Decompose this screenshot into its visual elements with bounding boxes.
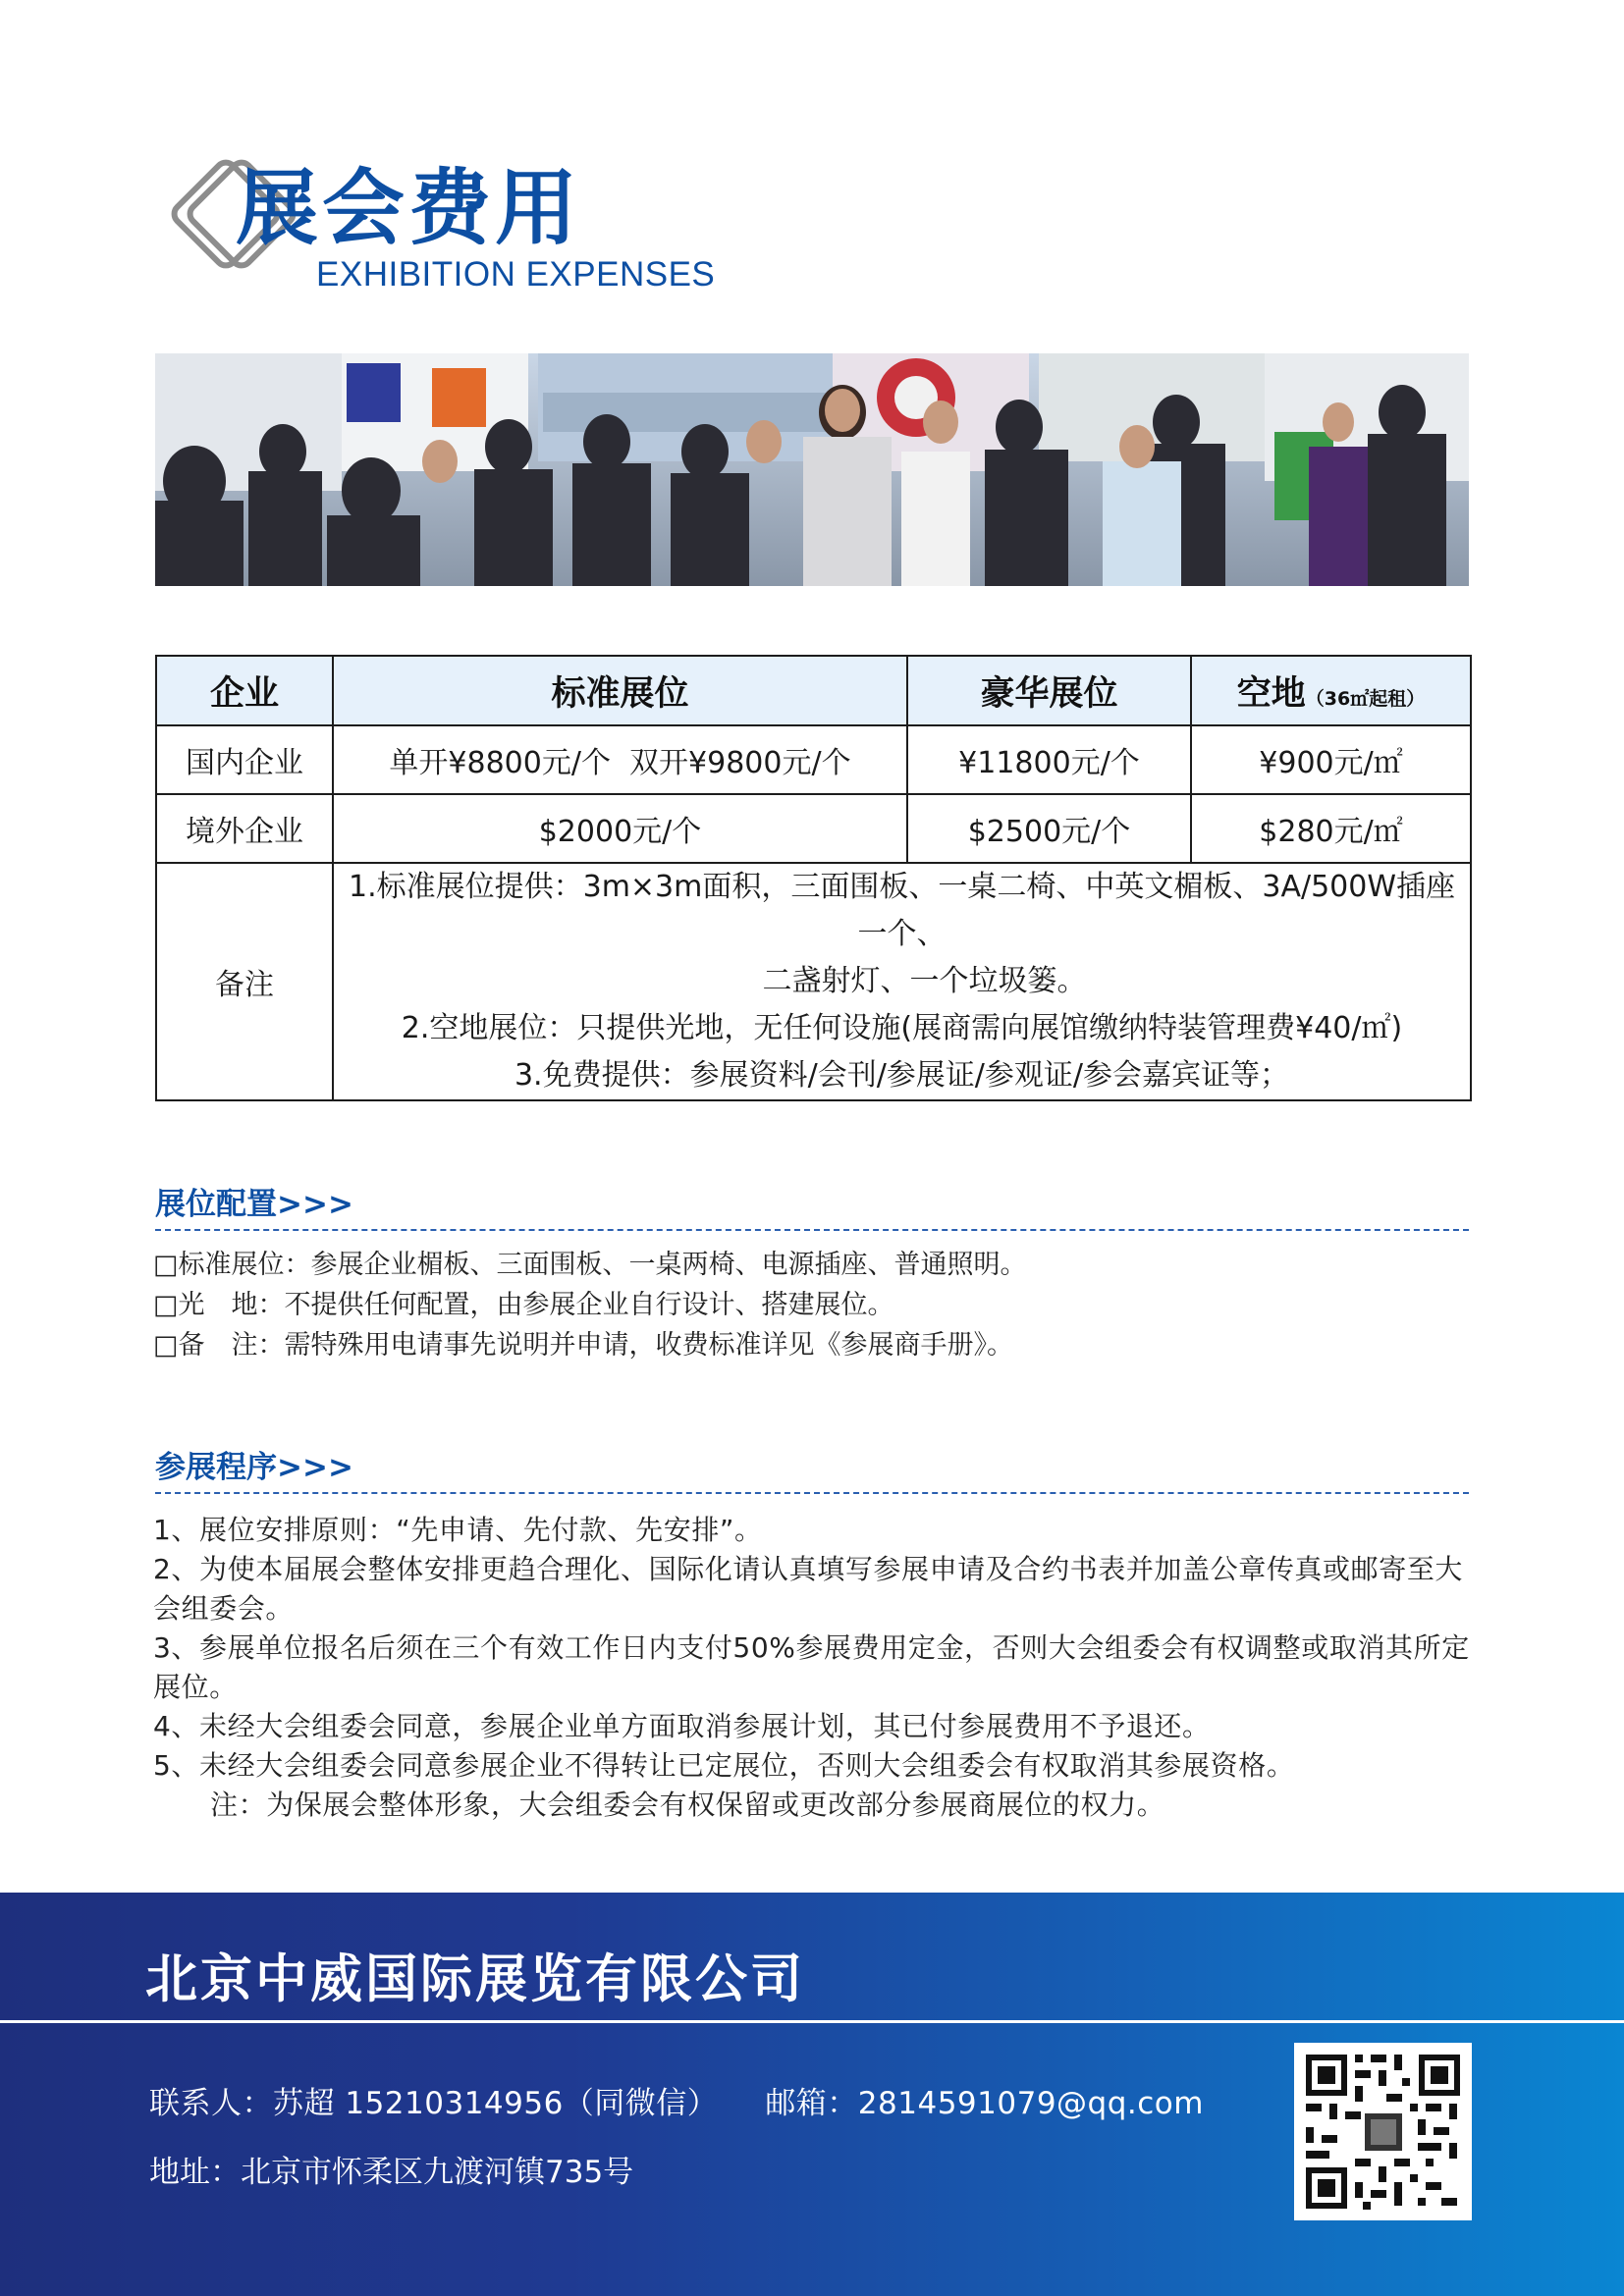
list-item: 4、未经大会组委会同意，参展企业单方面取消参展计划，其已付参展费用不予退还。 bbox=[153, 1710, 1211, 1742]
note-item: 3.免费提供：参展资料/会刊/参展证/参观证/参会嘉宾证等； bbox=[514, 1058, 1290, 1093]
list-item: □光 地：不提供任何配置，由参展企业自行设计、搭建展位。 bbox=[153, 1290, 894, 1320]
contact-line bbox=[149, 2078, 1204, 2122]
contact-email[interactable]: 邮箱：2814591079@qq.com bbox=[765, 2086, 1204, 2121]
header-company: 企业 bbox=[156, 656, 333, 725]
procedure-list bbox=[153, 1511, 1474, 1825]
exhibition-crowd-photo bbox=[155, 353, 1469, 586]
procedure-note: 注：为保展会整体形象，大会组委会有权保留或更改部分参展商展位的权力。 bbox=[210, 1789, 1165, 1821]
list-item: 3、参展单位报名后须在三个有效工作日内支付50%参展费用定金，否则大会组委会有权调整或取消其所定展位。 bbox=[153, 1631, 1470, 1703]
note-item: 1.标准展位提供：3m×3m面积，三面围板、一桌二椅、中英文楣板、3A/500W插座一个、 bbox=[348, 870, 1456, 951]
domestic-luxury-price: ¥11800元/个 bbox=[907, 725, 1191, 794]
table-header-row bbox=[156, 656, 1471, 725]
page-subtitle: EXHIBITION EXPENSES bbox=[316, 255, 716, 294]
list-item: □备 注：需特殊用电请事先说明并申请，收费标准详见《参展商手册》。 bbox=[153, 1330, 1014, 1361]
overseas-space-price: $280元/㎡ bbox=[1191, 794, 1471, 863]
note-item: 2.空地展位：只提供光地，无任何设施(展商需向展馆缴纳特装管理费¥40/㎡) bbox=[401, 1011, 1403, 1045]
table-row bbox=[156, 794, 1471, 863]
note-item-continued: 二盏射灯、一个垃圾篓。 bbox=[762, 964, 1087, 998]
contact-person: 联系人：苏超 15210314956（同微信） bbox=[149, 2086, 719, 2121]
booth-config-list bbox=[153, 1245, 1027, 1365]
domestic-standard-price: 单开¥8800元/个 双开¥9800元/个 bbox=[333, 725, 907, 794]
procedure-title: 参展程序>>> bbox=[155, 1450, 353, 1485]
section-divider bbox=[155, 1229, 1469, 1231]
page-title: 展会费用 bbox=[236, 160, 582, 256]
header-luxury-booth: 豪华展位 bbox=[907, 656, 1191, 725]
notes-cell bbox=[333, 863, 1471, 1100]
overseas-luxury-price: $2500元/个 bbox=[907, 794, 1191, 863]
table-row bbox=[156, 725, 1471, 794]
overseas-standard-price: $2000元/个 bbox=[333, 794, 907, 863]
row-label-notes: 备注 bbox=[156, 863, 333, 1100]
list-item: 5、未经大会组委会同意参展企业不得转让已定展位，否则大会组委会有权取消其参展资格。 bbox=[153, 1749, 1295, 1782]
header-raw-space-note: （36㎡起租） bbox=[1305, 687, 1426, 710]
row-label-domestic: 国内企业 bbox=[156, 725, 333, 794]
footer-divider bbox=[0, 2020, 1624, 2023]
company-name: 北京中威国际展览有限公司 bbox=[145, 1949, 805, 2009]
section-divider bbox=[155, 1492, 1469, 1494]
qr-code-icon bbox=[1294, 2043, 1472, 2220]
address-line: 地址：北京市怀柔区九渡河镇735号 bbox=[149, 2155, 634, 2190]
table-row-notes bbox=[156, 863, 1471, 1100]
list-item: 1、展位安排原则：“先申请、先付款、先安排”。 bbox=[153, 1514, 763, 1546]
header-standard-booth: 标准展位 bbox=[333, 656, 907, 725]
list-item: □标准展位：参展企业楣板、三面围板、一桌两椅、电源插座、普通照明。 bbox=[153, 1250, 1027, 1280]
booth-config-title: 展位配置>>> bbox=[155, 1187, 353, 1222]
list-item: 2、为使本届展会整体安排更趋合理化、国际化请认真填写参展申请及合约书表并加盖公章传真或邮寄至大会组委会。 bbox=[153, 1553, 1464, 1625]
row-label-overseas: 境外企业 bbox=[156, 794, 333, 863]
header-raw-space bbox=[1191, 656, 1471, 725]
price-table bbox=[155, 655, 1472, 1101]
domestic-space-price: ¥900元/㎡ bbox=[1191, 725, 1471, 794]
header-raw-space-label: 空地 bbox=[1236, 673, 1306, 714]
